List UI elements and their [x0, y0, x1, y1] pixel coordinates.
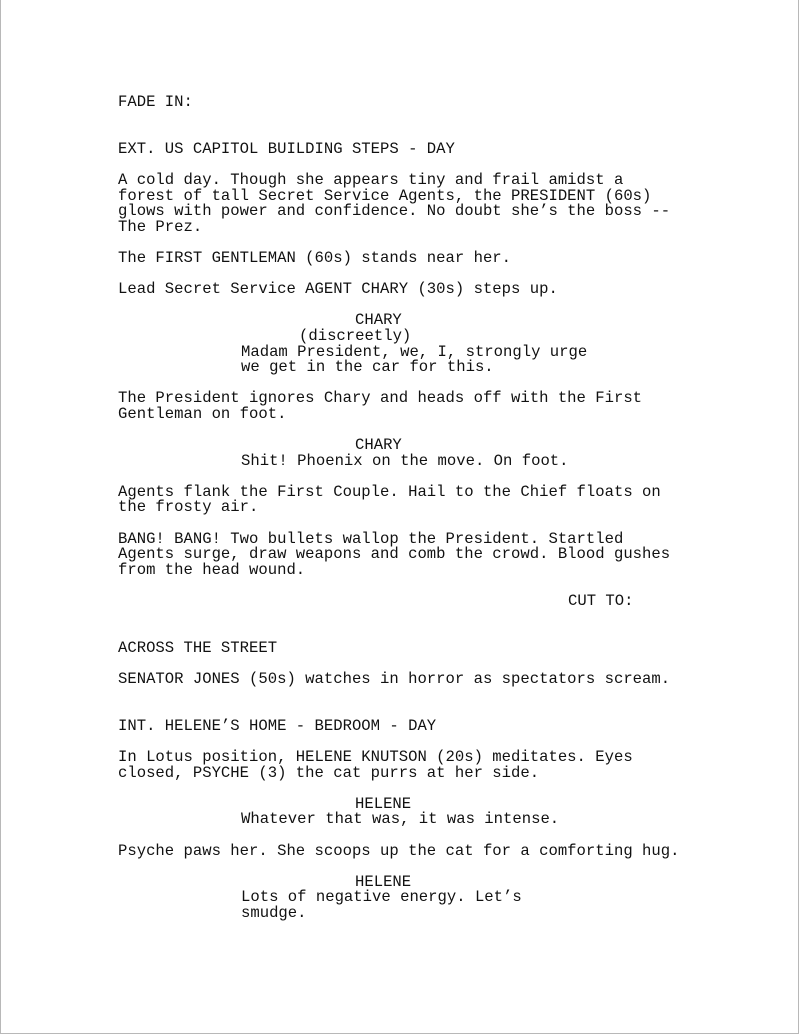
action-paragraph: BANG! BANG! Two bullets wallop the President. Startled Agents surge, draw weapons and comb the crowd. Blood gushes from the head wound.	[118, 529, 671, 579]
action-paragraph: Lead Secret Service AGENT CHARY (30s) steps up.	[118, 280, 558, 299]
character-name: HELENE	[355, 794, 412, 813]
action-paragraph: The President ignores Chary and heads off with the First Gentleman on foot.	[118, 389, 643, 423]
action-paragraph: SENATOR JONES (50s) watches in horror as spectators scream.	[118, 669, 671, 688]
character-name: CHARY	[355, 436, 402, 455]
screenplay-body	[118, 95, 698, 937]
parenthetical: (discreetly)	[299, 326, 412, 345]
action-paragraph: A cold day. Though she appears tiny and frail amidst a forest of tall Secret Service Agents, the PRESIDENT (60s) glows with power and confidence. No doubt she’s the boss -- The Prez.	[118, 170, 671, 236]
dialogue: Madam President, we, I, strongly urge we get in the car for this.	[241, 342, 588, 377]
action-paragraph: In Lotus position, HELENE KNUTSON (20s) meditates. Eyes closed, PSYCHE (3) the cat purrs at her side.	[118, 747, 633, 782]
transition-fade-in: FADE IN:	[118, 93, 193, 111]
dialogue: Lots of negative energy. Let’s smudge.	[241, 888, 522, 922]
action-paragraph: The FIRST GENTLEMAN (60s) stands near her.	[118, 248, 512, 267]
character-name: CHARY	[355, 311, 402, 330]
character-name: HELENE	[355, 872, 412, 891]
action-paragraph: Agents flank the First Couple. Hail to the Chief floats on the frosty air.	[118, 482, 661, 517]
dialogue: Whatever that was, it was intense.	[241, 810, 560, 829]
dialogue: Shit! Phoenix on the move. On foot.	[241, 451, 569, 470]
scene-heading: ACROSS THE STREET	[118, 638, 278, 657]
scene-heading: EXT. US CAPITOL BUILDING STEPS - DAY	[118, 139, 455, 158]
transition-cut-to: CUT TO:	[568, 592, 634, 610]
action-paragraph: Psyche paws her. She scoops up the cat for a comforting hug.	[118, 841, 680, 860]
scene-heading: INT. HELENE’S HOME - BEDROOM - DAY	[118, 716, 437, 735]
